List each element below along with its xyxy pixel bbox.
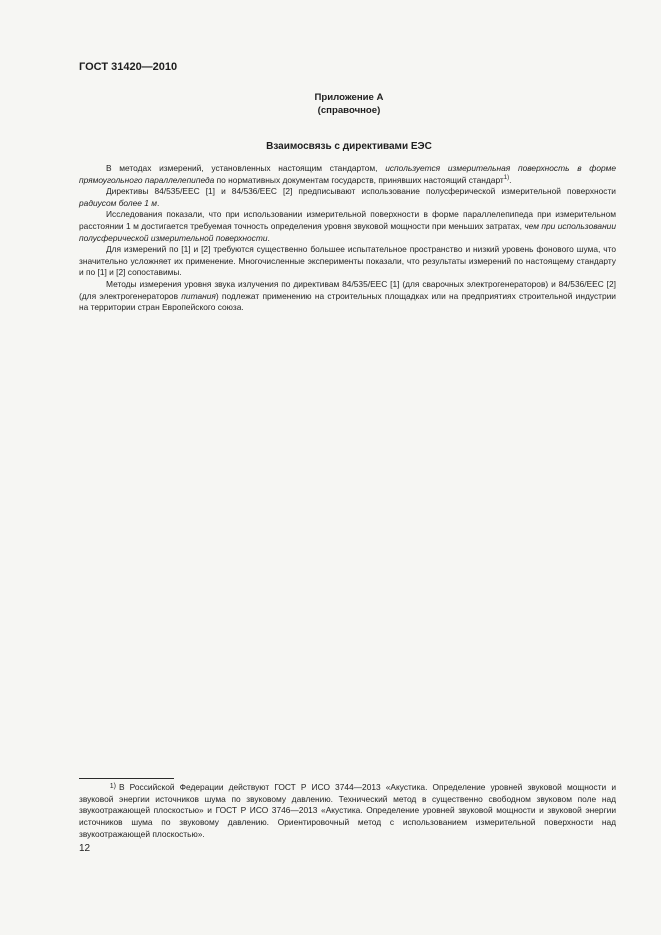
- footnote-divider: [79, 778, 174, 779]
- paragraph-5-text-c: ) подлежат применению на строительных площадках или на предприятиях строительной индустрии на территории стран Европейского союза.: [79, 290, 616, 313]
- paragraph-5-text-a: Методы измерения уровня звука излучения по директивам 84/535/ЕЕС [1] (для сварочных электрогенераторов) и 84/536/ЕЕС [2] (для электрогенераторов: [79, 278, 616, 301]
- paragraph-1-text-a: В методах измерений, установленных настоящим стандартом,: [106, 163, 386, 173]
- paragraph-1-emphasis: используется измерительная поверхность в форме прямоугольного параллелепипеда: [79, 163, 616, 185]
- paragraph-1-text-c: по нормативных документам государств, принявших настоящий стандарт: [214, 174, 504, 185]
- annex-heading: [0, 91, 661, 117]
- paragraph-5: [79, 279, 616, 314]
- document-code-header: ГОСТ 31420—2010: [79, 61, 178, 73]
- paragraph-3-emphasis: чем при использовании полусферической измерительной поверхности: [79, 220, 616, 243]
- paragraph-2-emphasis: радиусом более 1 м: [79, 197, 157, 208]
- footnote: [79, 781, 616, 841]
- page-number: 12: [79, 843, 91, 854]
- annex-title: Приложение А: [314, 92, 384, 103]
- section-title-text: Взаимосвязь с директивами ЕЭС: [266, 141, 432, 152]
- section-title: [0, 141, 661, 152]
- paragraph-4: Для измерений по [1] и [2] требуются существенно большее испытательное пространство и низкий уровень фонового шума, что значительно усложняет их применение. Многочисленные эксперименты показали, что результаты измерений по настоящему стандарту и по [1] и [2] сопоставимы.: [79, 244, 616, 278]
- paragraph-5-emphasis: питания: [181, 290, 216, 301]
- paragraph-2-text-c: .: [156, 197, 160, 208]
- body-text: [79, 163, 616, 314]
- paragraph-2: [79, 186, 616, 209]
- footnote-text: В Российской Федерации действуют ГОСТ Р ИСО 3744—2013 «Акустика. Определение уровней звуковой мощности и звуковой энергии источников шума по звуковому давлению. Технический метод в существенно свободном звуковом поле над звукоотражающей плоскостью» и ГОСТ Р ИСО 3746—2013 «Акустика. Определение уровней звуковой мощности и звуковой энергии источников шума по звуковому давлению. Ориентировочный метод с использованием измерительной поверхности над звукоотражающей плоскостью».: [79, 782, 616, 839]
- paragraph-1: [79, 163, 616, 186]
- paragraph-3-text-a: Исследования показали, что при использовании измерительной поверхности в форме параллелепипеда при измерительном расстоянии 1 м достигается требуемая точность определения уровня звуковой мощности при меньших затратах,: [79, 209, 616, 231]
- footnote-reference[interactable]: 1): [503, 174, 510, 181]
- footnote-number: 1): [109, 783, 116, 790]
- paragraph-3: [79, 209, 616, 244]
- paragraph-2-text-a: Директивы 84/535/ЕЕС [1] и 84/536/ЕЕС [2] предписывают использование полусферической измерительной поверхности: [106, 186, 616, 197]
- annex-subtitle: (справочное): [317, 105, 381, 116]
- paragraph-3-text-c: .: [267, 232, 270, 243]
- paragraph-1-text-d: .: [509, 174, 512, 185]
